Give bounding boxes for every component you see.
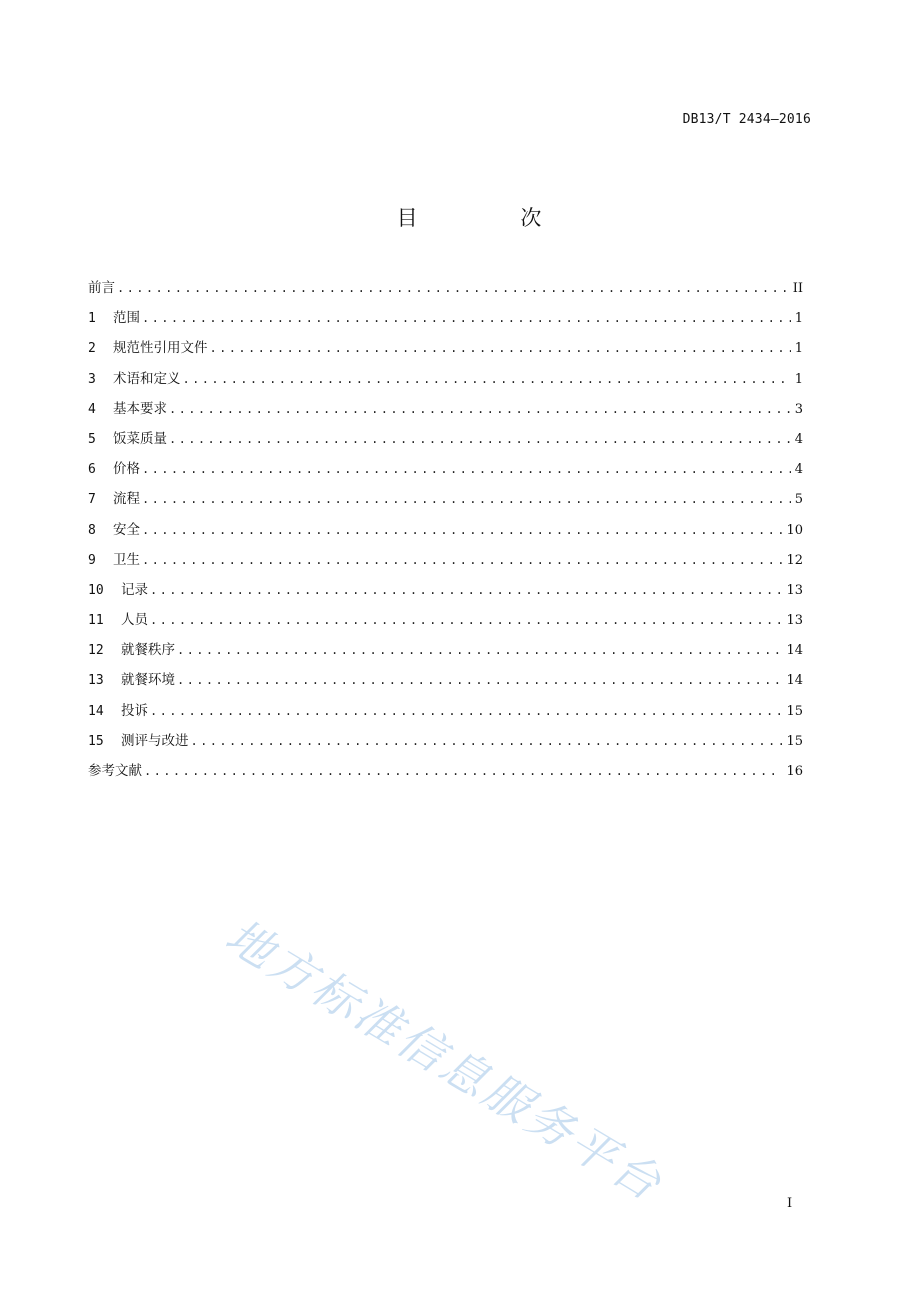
toc-entry-number: 8 <box>88 522 96 538</box>
toc-leader-dots <box>144 761 782 781</box>
toc-entry-label: 记录 <box>121 581 148 598</box>
toc-entry-number: 15 <box>88 733 104 749</box>
toc-entry-label: 流程 <box>113 491 140 508</box>
toc-leader-dots <box>142 489 791 509</box>
toc-entry-number: 9 <box>88 552 96 568</box>
toc-leader-dots <box>169 429 791 449</box>
toc-leader-dots <box>142 459 791 479</box>
toc-entry-3[interactable] <box>88 369 803 399</box>
toc-entry-page: 16 <box>786 764 803 779</box>
toc-entry-label: 投诉 <box>121 702 148 719</box>
toc-entry-page: II <box>792 281 803 296</box>
toc-entry-14[interactable] <box>88 701 803 731</box>
toc-leader-dots <box>183 369 791 389</box>
toc-entry-number: 4 <box>88 401 96 417</box>
toc-entry-label: 前言 <box>88 280 115 296</box>
toc-entry-references[interactable] <box>88 761 803 791</box>
toc-entry-number: 14 <box>88 703 104 719</box>
toc-leader-dots <box>169 399 791 419</box>
toc-entry-page: 4 <box>794 431 803 447</box>
page-title: 目 次 <box>396 206 590 230</box>
toc-entry-page: 5 <box>794 492 803 508</box>
toc-entry-label: 人员 <box>121 612 148 629</box>
toc-entry-2[interactable] <box>88 338 803 368</box>
toc-entry-label: 基本要求 <box>113 400 167 417</box>
toc-entry-6[interactable] <box>88 459 803 489</box>
toc-entry-number: 12 <box>88 643 104 659</box>
toc-entry-number: 7 <box>88 492 96 508</box>
toc-entry-page: 1 <box>794 311 803 327</box>
toc-entry-number: 11 <box>88 613 104 629</box>
toc-entry-number: 10 <box>88 582 104 598</box>
toc-entry-10[interactable] <box>88 580 803 610</box>
toc-entry-4[interactable] <box>88 399 803 429</box>
toc-leader-dots <box>210 338 791 358</box>
toc-entry-number: 3 <box>88 371 96 387</box>
toc-entry-label: 卫生 <box>113 551 140 568</box>
toc-entry-label: 测评与改进 <box>121 732 189 749</box>
toc-entry-label: 就餐秩序 <box>121 642 175 659</box>
toc-entry-preface[interactable] <box>88 278 803 308</box>
toc-entry-number: 6 <box>88 462 96 478</box>
toc-entry-page: 12 <box>786 552 803 568</box>
toc-entry-label: 价格 <box>113 461 140 478</box>
toc-entry-number: 2 <box>88 341 96 357</box>
toc-entry-label: 就餐环境 <box>121 672 175 689</box>
toc-leader-dots <box>117 278 789 298</box>
toc-entry-12[interactable] <box>88 640 803 670</box>
toc-entry-label: 参考文献 <box>88 763 142 779</box>
toc-leader-dots <box>150 610 782 630</box>
toc-entry-page: 13 <box>786 582 803 598</box>
toc-entry-label: 饭菜质量 <box>113 430 167 447</box>
toc-entry-5[interactable] <box>88 429 803 459</box>
toc-entry-label: 术语和定义 <box>113 370 181 387</box>
toc-entry-page: 1 <box>794 341 803 357</box>
toc-entry-page: 15 <box>786 703 803 719</box>
toc-entry-label: 安全 <box>113 521 140 538</box>
toc-entry-page: 13 <box>786 613 803 629</box>
toc-entry-11[interactable] <box>88 610 803 640</box>
toc-entry-page: 14 <box>786 643 803 659</box>
toc-leader-dots <box>177 670 782 690</box>
toc-entry-7[interactable] <box>88 489 803 519</box>
toc-entry-label: 范围 <box>113 310 140 327</box>
toc-leader-dots <box>142 520 782 540</box>
toc-entry-page: 14 <box>786 673 803 689</box>
toc-entry-8[interactable] <box>88 520 803 550</box>
toc-entry-number: 5 <box>88 431 96 447</box>
toc-leader-dots <box>150 580 782 600</box>
toc-leader-dots <box>142 550 782 570</box>
toc-entry-page: 1 <box>794 371 803 387</box>
watermark: 地方标准信息服务平台 <box>216 908 673 1213</box>
toc-leader-dots <box>191 731 783 751</box>
toc-entry-label: 规范性引用文件 <box>113 340 208 357</box>
toc-leader-dots <box>177 640 782 660</box>
table-of-contents <box>88 278 803 791</box>
page-number: I <box>787 1196 793 1211</box>
toc-entry-15[interactable] <box>88 731 803 761</box>
toc-entry-1[interactable] <box>88 308 803 338</box>
toc-entry-9[interactable] <box>88 550 803 580</box>
toc-entry-page: 4 <box>794 462 803 478</box>
toc-entry-page: 3 <box>794 401 803 417</box>
toc-entry-13[interactable] <box>88 670 803 700</box>
document-code: DB13/T 2434—2016 <box>682 112 811 127</box>
toc-leader-dots <box>150 701 782 721</box>
toc-entry-number: 1 <box>88 311 96 327</box>
toc-entry-number: 13 <box>88 673 104 689</box>
toc-leader-dots <box>142 308 791 328</box>
toc-entry-page: 15 <box>786 733 803 749</box>
toc-entry-page: 10 <box>786 522 803 538</box>
